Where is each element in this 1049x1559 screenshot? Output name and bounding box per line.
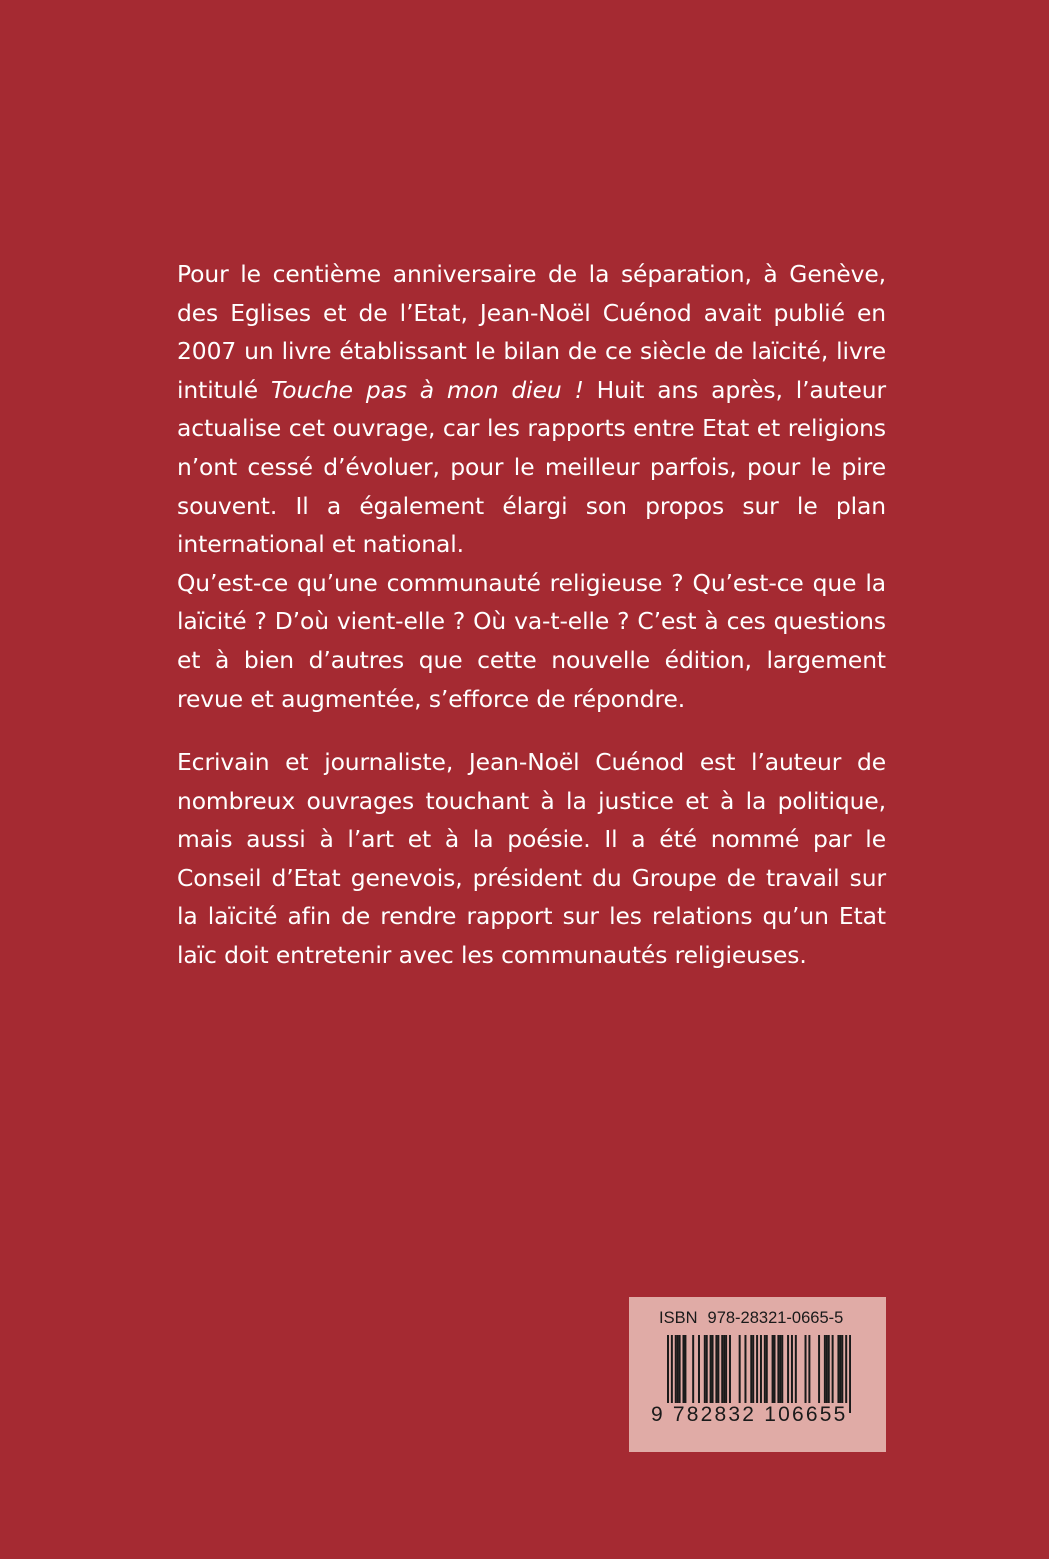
barcode-bar — [777, 1335, 779, 1403]
barcode-bar — [766, 1335, 768, 1403]
author-bio-paragraph: Ecrivain et journaliste, Jean-Noël Cuénod est l’auteur de nombreux ouvrages touchant à la justice et à la politique, mais aussi à l’art et à la poésie. Il a été nommé par le Conseil d’Etat genevois, président du Groupe de travail sur la laïcité afin de rendre rapport sur les relations qu’un Etat laïc doit entretenir avec les communautés religieuses. — [177, 748, 886, 969]
barcode-bar — [739, 1335, 741, 1403]
ean-digits-text: 9 782832 106655 — [651, 1403, 848, 1426]
barcode-bar — [839, 1335, 841, 1403]
barcode-bar — [725, 1335, 727, 1403]
book-blurb — [177, 255, 886, 718]
barcode-bar — [849, 1335, 851, 1413]
barcode-bar — [723, 1335, 725, 1403]
barcode-bar — [684, 1335, 686, 1403]
barcode-bar — [845, 1335, 847, 1413]
barcode-bar — [744, 1335, 746, 1403]
book-title-reference: Touche pas à mon dieu ! — [270, 375, 584, 404]
barcode-bar — [712, 1335, 714, 1403]
barcode-bar — [808, 1335, 810, 1403]
barcode-bar — [729, 1335, 731, 1403]
barcode-bar — [795, 1335, 797, 1403]
barcode-bar — [826, 1335, 828, 1403]
isbn-number: 978-28321-0665-5 — [707, 1309, 844, 1327]
barcode-bar — [679, 1335, 681, 1403]
barcode-bar — [710, 1335, 712, 1403]
barcode-bar — [774, 1335, 776, 1403]
isbn-label — [659, 1309, 869, 1328]
blurb-paragraph-1 — [177, 255, 886, 564]
barcode-bar — [828, 1335, 830, 1403]
blurb-continuation-text: Huit ans après, l’auteur actualise cet ouvrage, car les rapports entre Etat et religions n’ont cessé d’évoluer, pour le meilleur parfois, pour le pire souvent. Il a également élargi son propos sur le plan international et national. — [177, 375, 886, 559]
barcode-bar — [832, 1335, 834, 1403]
blurb-paragraph-2: Qu’est-ce qu’une communauté religieuse ? Qu’est-ce que la laïcité ? D’où vient-elle ? Où va-t-elle ? C’est à ces questions et à bien d’autres que cette nouvelle édition, largement revue et augmentée, s’efforce de répondre. — [177, 568, 886, 713]
barcode-bar — [675, 1335, 677, 1403]
barcode-bars — [667, 1335, 851, 1413]
barcode-bar — [706, 1335, 708, 1403]
barcode-bar — [752, 1335, 754, 1403]
barcode-bar — [704, 1335, 706, 1403]
barcode-panel — [629, 1297, 886, 1452]
barcode-bar — [682, 1335, 684, 1403]
barcode-bar — [721, 1335, 723, 1403]
isbn-prefix: ISBN — [659, 1309, 698, 1327]
barcode-bar — [787, 1335, 789, 1403]
barcode-bar — [715, 1335, 717, 1403]
barcode-bar — [760, 1335, 762, 1413]
barcode-bar — [750, 1335, 752, 1403]
ean-digits — [651, 1403, 848, 1427]
barcode-bar — [805, 1335, 807, 1403]
barcode-bar — [756, 1335, 758, 1413]
barcode-bar — [764, 1335, 766, 1403]
barcode-bar — [841, 1335, 843, 1403]
barcode-bar — [824, 1335, 826, 1403]
author-bio — [177, 743, 886, 975]
barcode-bar — [791, 1335, 793, 1403]
barcode-bar — [818, 1335, 820, 1403]
barcode-bar — [667, 1335, 669, 1413]
barcode-bar — [677, 1335, 679, 1403]
barcode-bar — [717, 1335, 719, 1403]
barcode-bar — [692, 1335, 694, 1403]
barcode-bar — [698, 1335, 700, 1403]
barcode-bar — [837, 1335, 839, 1403]
barcode-bar — [671, 1335, 673, 1413]
barcode-bar — [781, 1335, 783, 1403]
barcode-bar — [779, 1335, 781, 1403]
blurb-intro-text: Pour le centième anniversaire de la séparation, à Genève, des Eglises et de l’Etat, Jean-Noël Cuénod avait publié en 2007 un livre établissant le bilan de ce siècle de laïcité, livre intitulé — [177, 260, 886, 404]
barcode-bar — [772, 1335, 774, 1403]
